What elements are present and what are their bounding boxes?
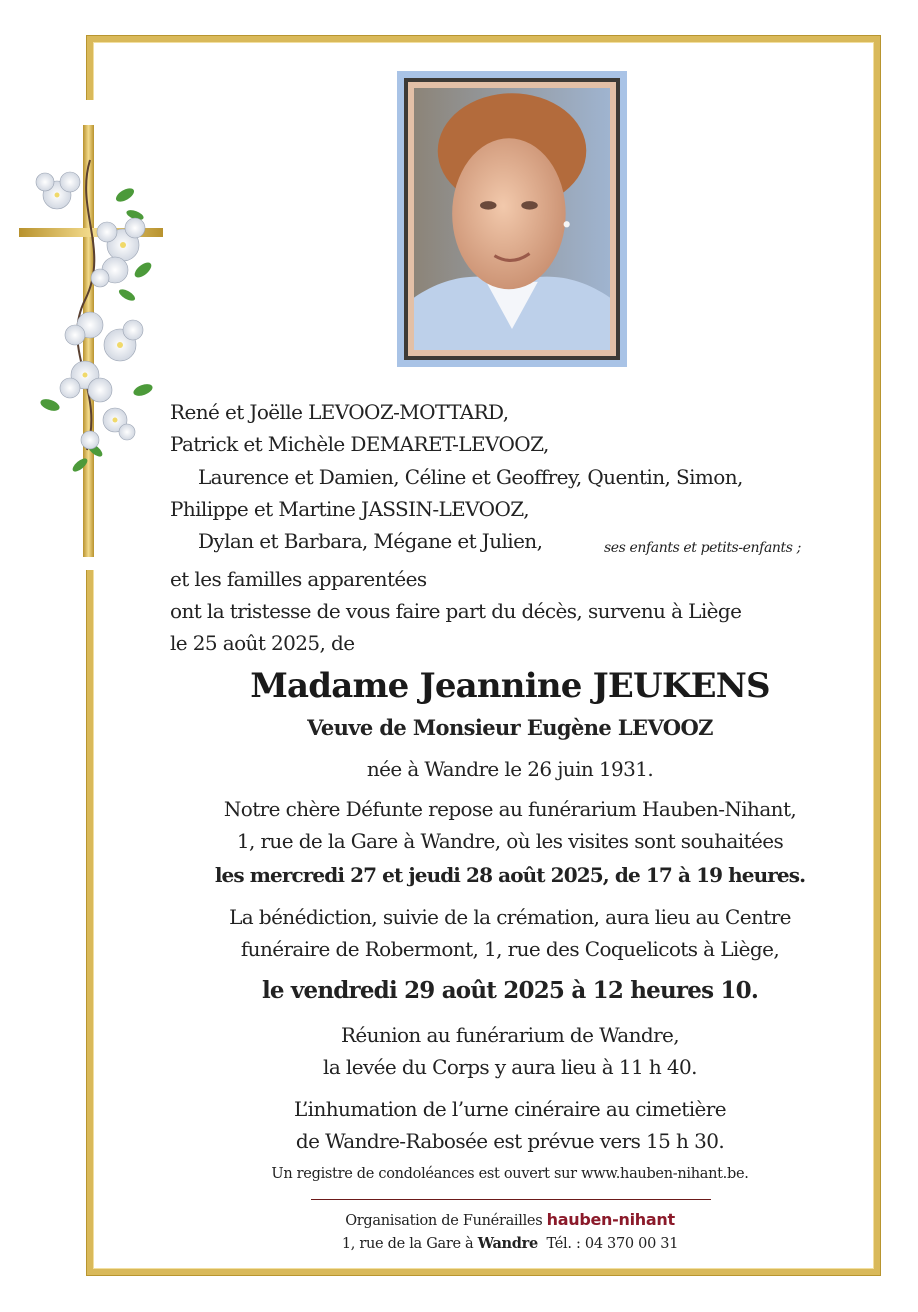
visitation-dates: les mercredi 27 et jeudi 28 août 2025, de 17 à 19 heures. [214, 863, 806, 887]
family-line-2: Patrick et Michèle DEMARET-LEVOOZ, [170, 432, 549, 456]
family-line-6: et les familles apparentées [170, 567, 427, 591]
footer-organisation [100, 1209, 918, 1232]
visitation-line-1: Notre chère Défunte repose au funérarium Hauben-Nihant, [223, 797, 797, 821]
family-line-3: Laurence et Damien, Céline et Geoffrey, Quentin, Simon, [198, 465, 743, 489]
portrait-photo [414, 88, 610, 350]
ceremony-date: le vendredi 29 août 2025 à 12 heures 10. [261, 977, 759, 1004]
footer-org-label: Organisation de Funérailles [345, 1213, 543, 1229]
family-line-4: Philippe et Martine JASSIN-LEVOOZ, [170, 497, 529, 521]
footer-address [100, 1233, 918, 1255]
ceremony-line-1: La bénédiction, suivie de la crémation, aura lieu au Centre [229, 905, 791, 929]
family-line-1: René et Joëlle LEVOOZ-MOTTARD, [170, 400, 509, 424]
family-line-5: Dylan et Barbara, Mégane et Julien, [198, 529, 543, 553]
deceased-name: Madame Jeannine JEUKENS [250, 666, 770, 706]
gathering-line-2: la levée du Corps y aura lieu à 11 h 40. [323, 1055, 697, 1079]
family-line-8: le 25 août 2025, de [170, 631, 355, 655]
brand-logo: hauben-nihant [546, 1210, 675, 1229]
footer-phone: Tél. : 04 370 00 31 [546, 1236, 679, 1252]
family-line-7: ont la tristesse de vous faire part du décès, survenu à Liège [170, 599, 742, 623]
condolence-register-note: Un registre de condoléances est ouvert sur www.hauben-nihant.be. [271, 1166, 749, 1182]
footer-divider [311, 1199, 711, 1200]
footer-address-town: Wandre [477, 1235, 538, 1252]
deceased-widow-of: Veuve de Monsieur Eugène LEVOOZ [307, 715, 713, 740]
portrait-frame [397, 71, 627, 367]
visitation-line-2: 1, rue de la Gare à Wandre, où les visites sont souhaitées [236, 829, 784, 853]
gold-cross-with-white-flowers-icon [15, 120, 165, 560]
inhumation-line-2: de Wandre-Rabosée est prévue vers 15 h 30. [295, 1129, 725, 1153]
deceased-born: née à Wandre le 26 juin 1931. [366, 757, 654, 781]
gathering-line-1: Réunion au funérarium de Wandre, [340, 1023, 680, 1047]
ceremony-line-2: funéraire de Robermont, 1, rue des Coquelicots à Liège, [240, 937, 780, 961]
relation-note: ses enfants et petits-enfants ; [604, 540, 801, 556]
footer-address-prefix: 1, rue de la Gare à [341, 1236, 474, 1252]
inhumation-line-1: L’inhumation de l’urne cinéraire au cimetière [294, 1097, 726, 1121]
